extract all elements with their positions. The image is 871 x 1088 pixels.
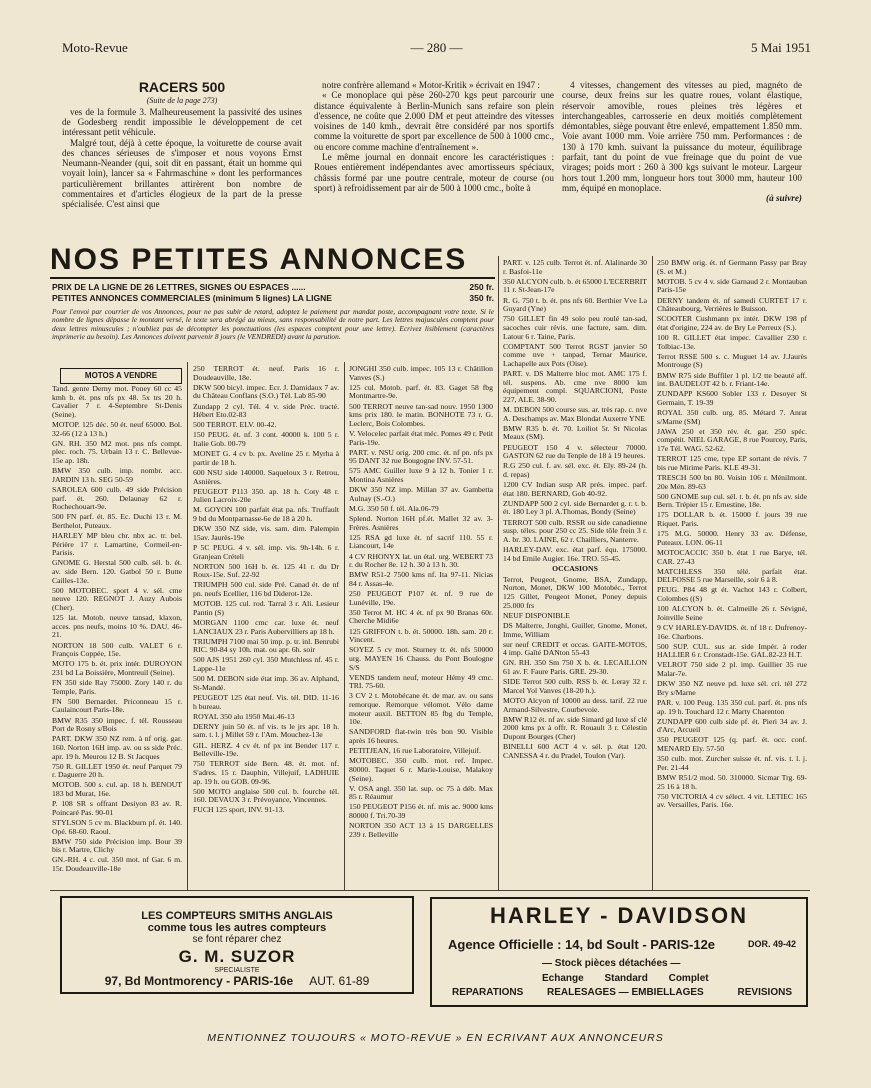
ad-address: 97, Bd Montmorency - PARIS-16e	[104, 974, 294, 988]
classified-ad: BMW 350 culb. imp. nombr. acc. JARDIN 13 h. SEG 50-59	[52, 466, 182, 484]
classified-ad: MATCHLESS 350 télé. parfait état. DELFOSSE 5 rue Marseille, soir 6 à 8.	[657, 566, 807, 585]
price-commercial-label: PETITES ANNONCES COMMERCIALES (minimum 5 lignes) LA LIGNE	[52, 292, 332, 303]
classified-ad: STYLSON 5 cv m. Blackburn pf. ét. 140. Opé. 68-60. Raoul.	[52, 817, 182, 836]
occasions-ad-line: sur neuf CREDIT et occas. GAITE-MOTOS, 4 imp. Gaîté DANton 55-43	[503, 639, 647, 658]
classified-ad: PEUGEOT 125 état neuf. Vis. tél. DID. 11-16 h bureau.	[193, 692, 339, 711]
column-divider	[344, 362, 345, 890]
classified-ad: PART. DKW 350 NZ rem. à nf orig. gar. 160. Norton 16H imp. av. ou ss side Préc. apr. 19 h. Meurou 12 B. St Jacques	[52, 734, 182, 761]
classified-ad: SCOOTER Cushmann px intér. DKW 198 pf état d'origine, 224 av. de Bry Le Perreux (S.).	[657, 314, 807, 332]
classified-ad: 250 TERROT ét. neuf. Paris 16 r. Doudeauville, 18e.	[193, 365, 339, 382]
classified-ad: ZUNDAPP 600 culb side pf. ét. Pieri 34 av. J. d'Arc, Arcueil	[657, 716, 807, 735]
classified-ad: BMW R35 350 impec. f. tél. Rousseau Port de Rosny s/Bois	[52, 715, 182, 734]
ad-parts: — Stock pièces détachées —	[542, 958, 681, 969]
occasions-ad-line: DS Malterre, Jonghi, Guiller, Gnome, Monet, Imme, William	[503, 620, 647, 639]
classified-ad: GN.-RH. 4 c. cul. 350 mot. nf Gar. 6 m. 15r. Doudeauville-18e	[52, 855, 182, 873]
classified-ad: 500 MOTOBEC. sport 4 v. sél. cme neuve 120. REGNOT J. Auzy Aubois (Cher).	[52, 585, 182, 612]
classified-ad: P. 108 SR s offrant Desiyon 83 av. R. Poincaré Pas. 90-01	[52, 799, 182, 817]
classified-ad: PETITJEAN, 16 rue Laboratoire, Villejuif.	[349, 746, 481, 756]
classified-ad: 1200 CV Indian susp AR prés. impec. parf. état 180. BERNARD, Gob 40-92.	[503, 480, 647, 498]
classified-ad: PEUGEOT P113 350. ap. 18 h. Coty 48 r. Julien Lacroix-20e	[193, 486, 339, 505]
classified-ad: NORTON 18 500 culb. VALET 6 r. François Coppée, 15e.	[52, 640, 182, 659]
ad-line: comme tous les autres compteurs	[147, 922, 327, 934]
ad-phone: DOR. 49-42	[747, 939, 796, 949]
classified-ad: 3 CV 2 t. Motobécane ét. de mar. av. ou sans remorque. Remorque vélomot. Vélo dame moteur auxil. BETTON 85 fbg du Temple, 10e.	[349, 691, 493, 727]
classified-ad: V. Velocelec parfait état méc. Pomes 49 r. Petit Paris-19e.	[349, 428, 493, 447]
article-racers-500	[62, 80, 812, 240]
classifieds-title: NOS PETITES ANNONCES	[50, 243, 495, 279]
magazine-name: Moto-Revue	[62, 40, 128, 55]
classified-ad: DKW 350 NZ imp. Millan 37 av. Gambetta Aulnay (S.-O.)	[349, 485, 493, 503]
occasions-ad-line: NEUF DISPONIBLE	[503, 610, 570, 620]
article-paragraph: Le même journal en donnait encore les caractéristiques : Roues entièrement indépendantes avec amortisseurs spéciaux, châssis formé par une poutre centrale, moteur de course (ou sport) à refroidissement par air de 500 à 1000 cmc., boîte à	[314, 152, 554, 193]
classified-ad: 4 CV RHONYX lat. un étal. urg. WEBERT 73 r. du Rocher 8e. 12 h. 30 à 13 h. 30.	[349, 551, 493, 570]
classified-ad: BMW R75 side Buffiler 1 pl. 1/2 tte beauté aff. int. BAUDELOT 42 b. r. Friant-14e.	[657, 370, 807, 389]
classified-ad: MOTO Alcyon nf 10000 au dess. tarif. 22 rue Armand-Silvestre, Courbevoie.	[503, 695, 647, 714]
ad-line: LES COMPTEURS SMITHS ANGLAIS	[141, 910, 333, 922]
classified-ad: M. GOYON 100 parfait état pa. nfs. Truffault 9 bd du Montparnasse-6e de 18 à 20 h.	[193, 505, 339, 523]
classifieds-column-2	[193, 365, 339, 885]
article-column-2	[314, 80, 554, 240]
classifieds-column-4	[503, 259, 647, 885]
classified-ad: R. G. 750 t. b. ét. pns nfs 60. Berthier Vve La Guyard (Yne)	[503, 295, 647, 314]
classified-ad: 350 culb. mot. Zurcher suisse ét. nf. vis. t. l. j. Per. 21-44	[657, 754, 807, 772]
article-column-3	[562, 80, 802, 240]
classified-ad: TRESCH 500 bn 80. Voisin 106 r. Ménilmont. 20e Mén. 89-63	[657, 472, 807, 491]
classifieds-instructions: Pour l'envoi par courrier de vos Annonces, pour ne pas subir de retard, adoptez le paiement par mandat poste, accompagnant votre texte. Si le nombre de lignes dépasse le montant versé, le texte sera abrégé au mieux, sans responsabilité de notre part. Les lettres majuscules comptent pour deux lettres minuscules ; n'oubliez pas de décompter les ponctuations (les espaces comptent pour une lettre). Ecrivez lisiblement (caractères imprimerie au besoin). Les Annonces doivent parvenir 8 jours (le VENDREDI) avant la parution.	[52, 307, 494, 341]
classified-ad: 500 TERROT. ELV. 00-42.	[193, 420, 277, 430]
ad-company-name: G. M. SUZOR	[178, 947, 296, 966]
classified-ad: 500 MOTO anglaise 500 cul. b. fourche tél. 160. DEVAUX 3 r. Prévoyance, Vincennes.	[193, 786, 339, 805]
ad-service: REALESAGES — EMBIELLAGES	[547, 987, 704, 998]
classified-ad: 500 FN parf. ét. 85. Ec. Duchi 13 r. M. Berthelot, Puteaux.	[52, 512, 182, 530]
article-paragraph: notre confrère allemand « Motor-Kritik » écrivait en 1947 :	[322, 80, 540, 90]
classified-ad: BINELLI 600 ACT 4 v. sél. p. état 120. CANESSA 4 r. du Pradel, Toulon (Var).	[503, 742, 647, 760]
classified-ad: PAR. v. 100 Peug. 135 350 cul. parf. ét. pns nfs ap. 19 h. Touchard 12 r. Marty Charenton	[657, 697, 807, 716]
classified-ad: GN. RH. 350 Sm 750 X b. ét. LECAILLON 61 av. F. Faure Paris. GRE. 29-30.	[503, 658, 647, 676]
page-number: — 280 —	[410, 40, 463, 55]
classifieds-column-1	[52, 385, 182, 885]
advert-harley-davidson	[430, 897, 808, 1007]
classified-ad: DKW 350 NZ side, vis. sam. dim. Palempin 15av. Jaurès-19e	[193, 524, 339, 542]
occasions-heading: OCCASIONS	[552, 564, 598, 574]
classified-ad: Terrot RSSE 500 s. c. Muguet 14 av. J.Jaurès Montrouge (S)	[657, 351, 807, 370]
price-commercial-value: 350 fr.	[469, 292, 494, 303]
classified-ad: DERNY tandem ét. nf samedi CURTET 17 r. Châteaubourg, Verrières le Buisson.	[657, 295, 807, 314]
classified-ad: HARLEY-DAV. exc. état parf. équ. 175000. 14 bd Emile Augier. 16e. TRO. 55-45.	[503, 544, 647, 563]
occasions-ad-line: Terrot, Peugeot, Gnome, BSA, Zundapp, Norton, Monet, DKW 100 Motobéc., Terrot 125 Gillet, Peugeot Monet, Poney depuis 25.000 frs	[503, 574, 647, 610]
classified-ad: HARLEY MP bleu chr. nbx ac. tr. bel. Périère 17 r. Lamartine, Cormeil-en-Parisis.	[52, 531, 182, 558]
classified-ad: 125 GRIFFON t. b. ét. 50000. 18h. sam. 20 r. Vincent.	[349, 626, 493, 645]
classified-ad: MOTOB. 5 cv 4 v. side Garnaud 2 r. Montauban Paris-15e	[657, 276, 807, 295]
classified-ad: 575 AMC Guiller luxe 9 à 12 h. Tonier 1 r. Montina Asnières	[349, 466, 493, 484]
classified-ad: MOTOP. 125 déc. 50 ét. neuf 65000. Bol. 32-66 (12 à 13 h.)	[52, 420, 182, 438]
classified-ad: FUCH 125 sport, INV. 91-13.	[193, 805, 285, 815]
page-footer: MENTIONNEZ TOUJOURS « MOTO-REVUE » EN ECRIVANT AUX ANNONCEURS	[207, 1032, 664, 1044]
classified-ad: PART. v. 125 culb. Terrot ét. nf. Alalinarde 30 r. Basfoi-11e	[503, 259, 647, 276]
ad-line: se font réparer chez	[192, 934, 282, 945]
article-paragraph: ves de la formule 3. Malheureusement la passivité des usines de Godesberg rendit impossible le développement de cet intéressant petit véhicule.	[62, 106, 302, 138]
classified-ad: VELROT 750 side 2 pl. imp. Guillier 35 rue Malar-7e.	[657, 660, 807, 678]
classified-ad: VENDS tandem neuf, moteur Hémy 49 cmc. TRI. 75-60.	[349, 672, 493, 691]
classified-ad: BMW R35 b. ét. 70. Loiliot 5r. St Nicolas Meaux (SM).	[503, 423, 647, 442]
ad-brand: HARLEY - DAVIDSON	[489, 903, 749, 928]
classified-ad: 100 R. GILLET état impec. Cavallier 230 r. Tolbiac-13e.	[657, 333, 807, 351]
classified-ad: 600 NSU side 140000. Saqueloux 3 r. Retrou, Asnières.	[193, 467, 339, 486]
ad-phone: AUT. 61-89	[309, 974, 370, 988]
classified-ad: Zundapp 2 cyl. Tél. 4 v. side Préc. tracté. Hébert Eto.02-83	[193, 401, 339, 420]
classified-ad: 100 ALCYON b. ét. Calmeille 26 r. Sévigné, Joinville Seine	[657, 604, 807, 622]
classified-ad: DERNY juin 50 ét. nf vis. ts le jrs apr. 18 h. sam. t. l. j Millet 59 r. l'Am. Mouchez-13e	[193, 721, 339, 740]
classified-ad: DKW 500 bicyl. impec. Ecr. J. Damidaux 7 av. du Château Conflans (S.O.) Tél. Lab 85-90	[193, 382, 339, 401]
classified-ad: MONET G. 4 cv b. px. Aveline 25 r. Myrha à partir de 18 h.	[193, 449, 339, 467]
classified-ad: TRIUMPH 7100 mai 50 imp. p. tr. inl. Benrubi RIC. 90-84 sy 10h. mat. ou apr. 6h. soir	[193, 636, 339, 655]
classified-ad: FN 500 Bernardet. Priconneau 15 r. Caulaincourt Paris-18e.	[52, 696, 182, 715]
classified-ad: GN. RH. 350 M2 mot. pns nfs compt. plec. roch. 75. Urbain 13 r. C. Bellevue-15e ap. 18h.	[52, 438, 182, 465]
to-be-continued: (à suivre)	[766, 193, 802, 204]
ad-service: Standard	[604, 973, 648, 984]
ad-service: REVISIONS	[737, 987, 792, 998]
classified-ad: M. DEBON 500 course sus. ar. très rap. c. nve A. Deschamps av. Max Blondat Auxerre YNE	[503, 405, 647, 423]
classified-ad: 500 AJS 1951 260 cyl. 350 Mutchless nf. 45 r. Lappe-11e	[193, 655, 339, 673]
classified-ad: PEUG. P84 48 gt ét. Vachot 143 r. Colbert, Colombes ((S)	[657, 585, 807, 603]
classified-ad: TERROT 500 culb. RSSR ou side canadienne susp. téles. pour 250 cc 25. Side tôle frein 3 r. A. br. 30. LAINE, 62 r. Chailliers, Nanterre.	[503, 517, 647, 544]
rule-line	[50, 890, 810, 891]
classified-ad: GNOME G. Herstal 500 culb. sél. b. ét. av. side Bern. 120. Gatbol 50 r. Butte Cailles-13e.	[52, 558, 182, 585]
classified-ad: SIDE Terrot 500 culb. RSS b. ét. Leray 32 r. Marcel Yol Vanves (18-20 h.).	[503, 677, 647, 695]
ad-service: Complet	[668, 973, 709, 984]
classified-ad: TRIUMPH 500 cul. side Pré. Canad ét. de nf pn. neufs Ecellier, 116 bd Diderot-12e.	[193, 580, 339, 598]
ad-service: REPARATIONS	[452, 987, 524, 998]
classified-ad: NORTON 500 16H b. ét. 125 41 r. du Dr Roux-15e. Suf. 22-92	[193, 561, 339, 580]
classified-ad: PART. v. DS Malterre bloc mot. AMC 175 f. tél. suspens. Ab. cme nve 8000 km équipement compl. SQUARCIONI, Poste 227, ALE. 38-90.	[503, 369, 647, 404]
classified-ad: COMPTANT 500 Terrot RGST janvier 50 comme nve + tanpad, Ternar Maurice, Lachapelle aux Pots (Oise).	[503, 341, 647, 368]
ad-agency: Agence Officielle : 14, bd Soult - PARIS-12e	[448, 937, 716, 952]
classified-ad: NORTON 350 ACT 13 à 15 DARGELLES 239 r. Belleville	[349, 821, 493, 839]
classified-ad: MOTOB. 125 cul. rod. Tarral 3 r. Ali. Lesieur Pantin (S)	[193, 599, 339, 617]
classified-ad: ROYAL 350 alu 1950 Mai.46-13	[193, 711, 295, 721]
classified-ad: 500 M. DEBON side état imp. 36 av. Alphand, St-Mandé.	[193, 674, 339, 692]
classified-ad: BMW R51/2 mod. 50. 310000. Sicmar Trg. 69-25 16 à 18 h.	[657, 772, 807, 791]
classified-ad: SOYEZ 5 cv mot. Sturney tr. ét. nfs 50000 urg. MAYEN 16 Chauss. du Pont Boulogne S/S	[349, 645, 493, 672]
classified-ad: TERROT 125 cme, type EP sortant de révis. 7 bis rue Mirime Paris. KLE 49-31.	[657, 454, 807, 472]
ad-service: Echange	[542, 973, 584, 984]
article-title: RACERS 500	[138, 80, 226, 95]
classified-ad: FN 350 side Ray 75000. Zory 140 r. du Temple, Paris.	[52, 678, 182, 696]
classified-ad: 125 RSA gd luxe ét. nf sacrif 110. 55 r. Liancourt, 14e	[349, 532, 493, 551]
classified-ad: BMW R12 ét. nf av. side Simard gd luxe sf clé 2000 kms px à offr. R. Rouault 3 r. Célestin Dupont Bourges (Cher)	[503, 714, 647, 741]
classified-ad: PEUGEOT 150 4 v. sélecteur 70000. GASTON 62 rue du Tenple de 18 à 19 heures.	[503, 442, 647, 461]
price-line-value: 250 fr.	[469, 282, 494, 292]
classified-ad: 250 BMW orig. ét. nf Germann Passy par Bray (S. et M.)	[657, 259, 807, 276]
classified-ad: R.G 250 cul. f. av. sél. exc. ét. Ely. 89-24 (h. d. repas)	[503, 461, 647, 479]
classified-ad: MOTO 175 b. ét. prix intér. DUROYON 231 bd La Boissière, Montreuil (Seine).	[52, 659, 182, 677]
classified-ad: MOTOCACCIC 350 b. état 1 rue Barye, tél. CAR. 27-43	[657, 547, 807, 566]
classifieds-column-5	[657, 259, 807, 885]
classified-ad: 350 PEUGEOT 125 (q. parf. ét. occ. conf. MENARD Ely. 57-50	[657, 735, 807, 753]
classified-ad: 150 PEUGEOT P156 ét. nf. mis ac. 9000 kms 80000 f. Tri.70-39	[349, 802, 493, 820]
ad-services-row	[542, 973, 727, 984]
classified-ad: 150 PEUG. ét. nf. 3 cont. 40000 k. 100 5 r. Italie Gob. 00-79	[193, 430, 339, 448]
classified-ad: 750 VICTORIA 4 cv sélect. 4 vit. LETIEC 165 av. Versailles, Paris. 16e.	[657, 791, 807, 810]
classified-ad: BMW 750 side Précision imp. Bour 39 bis r. Martre, Clichy	[52, 836, 182, 855]
classified-ad: 500 TERROT neuve tan-sad nouv. 1950 1300 kms prix 180. le matin. BONHOTE 73 r. G. Leclerc, Bois Colombes.	[349, 401, 493, 428]
article-paragraph: 4 vitesses, changement des vitesses au pied, magnéto de course, deux freins sur les quatre roues, volant élastique, réservoir amovible, roues pleines très légères et interchangeables, carrosserie en deux moitiés complètement démontables, siège pouvant être enlevé, empattement 1.850 mm. Voie avant 1000 mm. Voie arrière 750 mm. Performances : de 130 à 170 kmh. suivant la puissance du moteur, équilibrage parfait, tant du point de vue freinage que du point de vue virages; poids mort : 260 à 300 kgs suivant le moteur. Largeur hors tout 1.200 mm, longueur hors tout 3000 mm, hauteur 100 mm, équipé en monoplace.	[562, 80, 802, 193]
classified-ad: 125 lat. Motob. neuve tansad, klaxon, acces. pns neufs, moins 10 %. DAU. 46-21.	[52, 613, 182, 640]
classified-ad: 350 ALCYON culb. b. ét 65000 L'ECERBRIT 11 r. St-Jean-17e	[503, 276, 647, 295]
article-paragraph: « Ce monoplace qui pèse 260-270 kgs peut parcourir une distance équivalente à Berlin-Munich sans refaire son plein d'essence, ne coûte que 2.000 DM et peut atteindre des vitesses voisines de 140 kmh., devrait être considéré par nos sportifs comme la voiturette de sport par excellence de 500 à 1000 cmc., ou encore comme machine d'entraînement ».	[314, 90, 554, 152]
price-line-label: PRIX DE LA LIGNE DE 26 LETTRES, SIGNES OU ESPACES ......	[52, 282, 306, 292]
classified-ad: ZUNDAPP KS600 Sobler 133 r. Desoyer St Germain, T. 19-39	[657, 389, 807, 407]
classified-ad: 175 M.G. 50000. Henry 33 av. Défense, Puteaux. LON. 06-11	[657, 529, 807, 547]
advert-suzor	[60, 896, 414, 994]
classified-ad: M.G. 350 50 f. tél. Ala.06-79	[349, 503, 439, 513]
classified-ad: 750 R. GILLET 1950 ét. neuf Parquet 79 r. Daguerre 20 h.	[52, 761, 182, 780]
classified-ad: SAROLEA 600 culb. 49 side Précision parf. ét. 260. Delaunay 62 r. Rochechouart-9e.	[52, 484, 182, 512]
classified-ad: 500 SUP. CUL. sus ar. side Impér. à roder HALLIER 6 r. Cronstadt-15e. GAL.82-23 H.T.	[657, 641, 807, 660]
article-subtitle: (Suite de la page 273)	[146, 95, 218, 105]
article-paragraph: Malgré tout, déjà à cette époque, la voiturette de course avait des chances sérieuses de s'imposer et nous voyons Ernst Neumann-Neander (qui, soit dit en passant, était un homme qui voyait loin), lancer sa « Fahrmaschine » dont les performances particulièrement brillantes attirèrent bon nombre de commentaires et d'articles élogieux de la part de la presse spécialisée. C'est ainsi que	[62, 137, 302, 210]
section-heading: MOTOS A VENDRE	[60, 368, 182, 384]
classified-ad: V. OSA angl. 350 lat. sup. oc 75 à déb. Max 85 r. Réaumur	[349, 783, 493, 802]
column-divider	[187, 362, 188, 890]
classified-ad: JAWA 250 et 350 rév. ét. gar. 250 spéc. compétit. NIEL GARAGE, 8 rue Pourcey, Paris, 17e Tél. WAG. 52-62.	[657, 426, 807, 453]
classified-ad: 175 DOLLAR b. ét. 15000 f. jours 39 rue Riquet. Paris.	[657, 510, 807, 528]
classified-ad: 9 CV HARLEY-DAVIDS. ét. nf 18 r. Dufrenoy-16e. Charbons.	[657, 622, 807, 641]
classified-ad: 750 GILLET fin 49 solo peu roulé tan-sad, sacoches cuir révis. une facture, sam. dim. Latour 6 r. Taine, Paris.	[503, 314, 647, 341]
classified-ad: Tand. genre Derny mot. Poney 60 cc 45 kmh b. ét. pns nfs px 48. 5x trs 20 h. Cavalier 7 r. 4-Septembre St-Denis (Seine).	[52, 385, 182, 419]
classified-ad: MOTOBEC. 350 culb. mot. ref. Impec. 80000. Taquet 6 r. Marie-Louise, Malakoy (Seine).	[349, 756, 493, 783]
classified-ad: 350 Terrot M. HC 4 ét. nf px 90 Branas 60r. Cherche Midi6e	[349, 607, 493, 626]
ad-specialist: SPECIALISTE	[214, 967, 260, 974]
classified-ad: 250 PEUGEOT P107 ét. nf. 9 rue de Lunéville, 19e.	[349, 589, 493, 607]
classifieds-prices	[52, 282, 494, 303]
classified-ad: P 5C PEUG. 4 v. sél. imp. vis. 9h-14h. 6 r. Granjean Crételi	[193, 542, 339, 561]
classified-ad: JONGHI 350 culb. impec. 105 13 r. Châtillon Vanves (S.)	[349, 365, 493, 382]
article-column-1	[62, 80, 302, 240]
issue-date: 5 Mai 1951	[751, 40, 811, 55]
classified-ad: 750 TERROT side Bern. 48. ét. mot. nf. S'adres. 15 r. Dauphin, Villejuif, LADHUIE ap. 19 h. ou GOB. 09-96.	[193, 759, 339, 786]
classified-ad: GIL. HERZ. 4 cv ét. nf px int Bender 117 r. Belleville-19e.	[193, 740, 339, 759]
column-divider	[652, 256, 653, 890]
classified-ad: MOTOB. 500 s. cul. ap. 18 h. BENOUT 183 bd Murat, 16e.	[52, 780, 182, 798]
classified-ad: Splend. Norton 16H pf.ét. Mallet 32 av. 3-Frères. Asnières	[349, 514, 493, 532]
classified-ad: ZUNDAPP 500 2 cyl. side Bernardet g. r. t. b. ét. 180 Ley 3 pl. A.Thomas, Bondy (Seine)	[503, 498, 647, 517]
classified-ad: PART. v. NSU orig. 200 cmc. ét. nf pn. nfs px 95 DANT 32 rue Bougogne INV. 57-51.	[349, 447, 493, 466]
classified-ad: 500 GNOME sup cul. sél. t. b. ét. pn nfs av. side Bern. Trépier 15 r. Ernestine, 18e.	[657, 491, 807, 510]
classified-ad: DKW 350 NZ neuve pd. luxe sél. cri. tél 272 Bry s/Marne	[657, 679, 807, 697]
classified-ad: 125 cul. Motob. parf. ét. 83. Gaget 58 fbg Montmartre-9e.	[349, 382, 493, 401]
classified-ad: SANDFORD flat-twin très bon 90. Visible après 16 heures.	[349, 727, 493, 745]
classified-ad: BMW R51-2 7500 kms nf. Ita 97-11. Nicias 84 r. Assas-4e.	[349, 570, 493, 588]
page-header	[62, 40, 811, 60]
classified-ad: ROYAL 350 culb. urg. 85. Métard 7. Anrat s/Marne (SM)	[657, 408, 807, 426]
classified-ad: MORGAN 1100 cmc car. luxe ét. neuf LANCIAUX 23 r. Paris Aubervilliers ap 18 h.	[193, 617, 339, 636]
column-divider	[498, 256, 499, 890]
classifieds-column-3	[349, 365, 493, 885]
